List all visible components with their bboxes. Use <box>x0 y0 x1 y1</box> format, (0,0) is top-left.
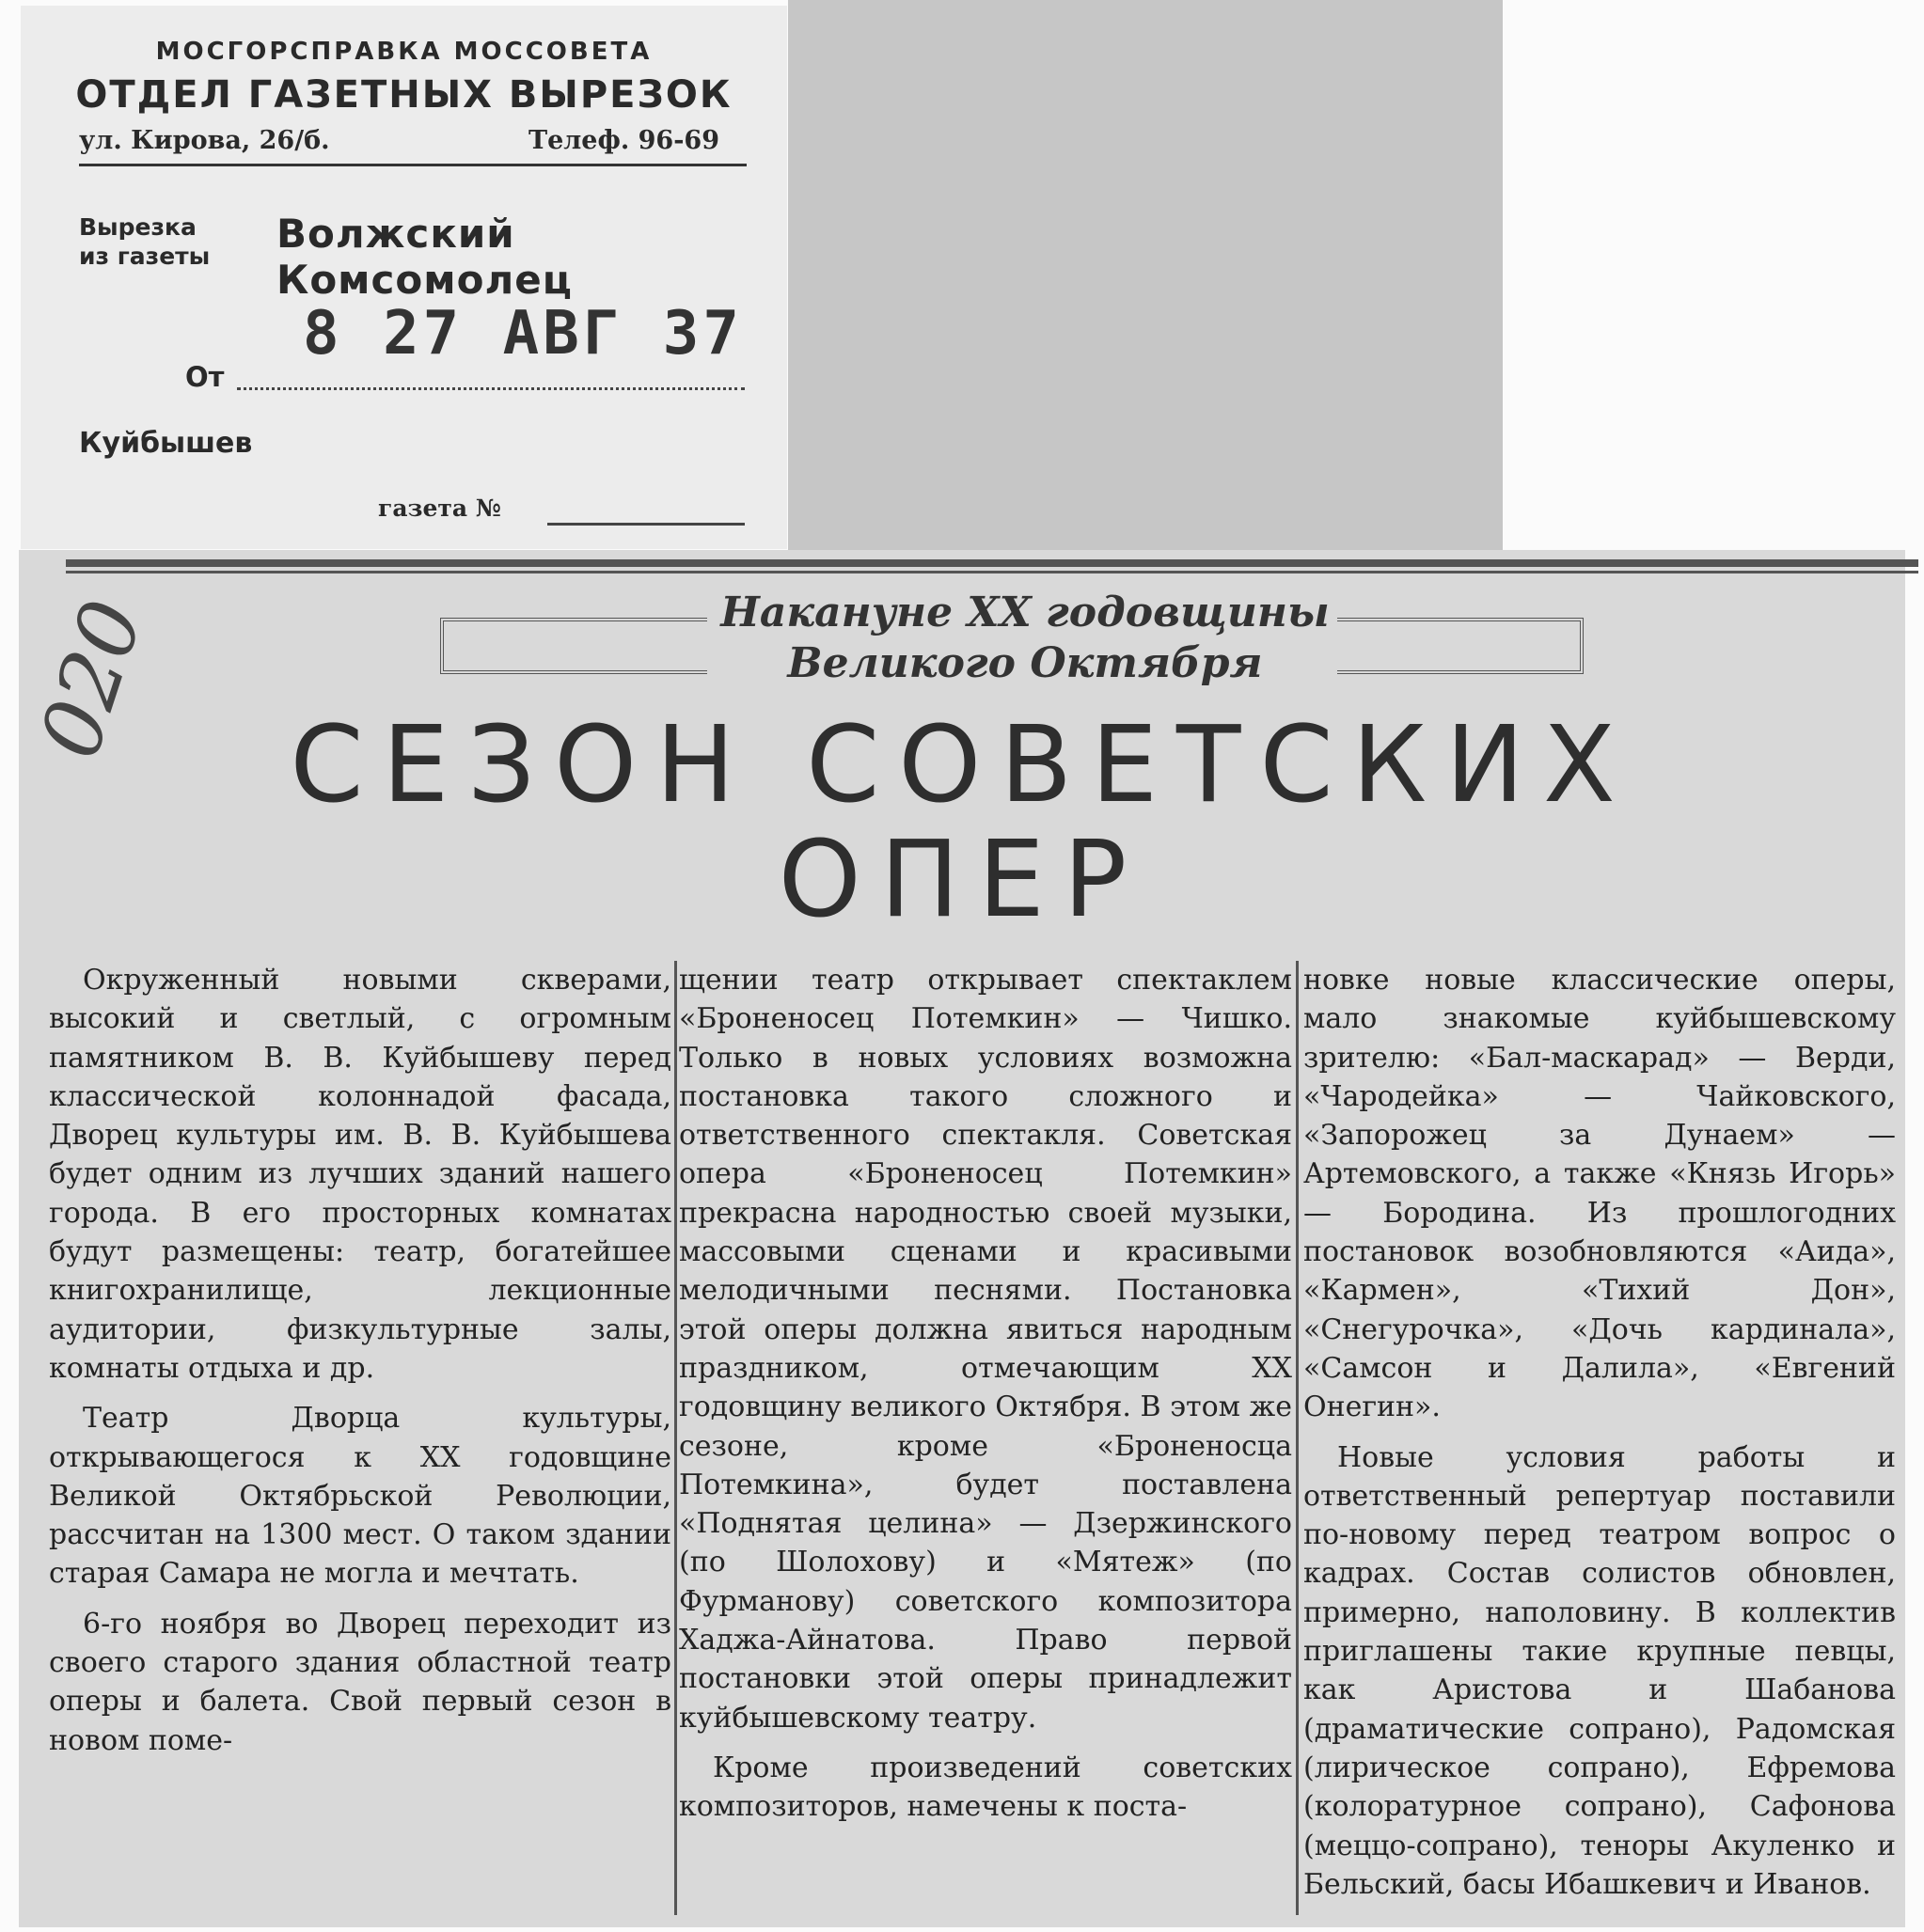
column-2-paragraph-1: щении театр открывает спектаклем «Броненосец Потемкин» — Чишко. Только в новых условиях возможна постановка такого сложного и ответственного спектакля. Советская опера «Броненосец Потемкин» прекрасна народностью своей музыки, массовыми сценами и красивыми мелодичными песнями. Постановка этой оперы должна явиться народным праздником, отмечающим XX годовщину великого Октября. В этом же сезоне, кроме «Броненосца Потемкина», будет поставлена «Поднятая целина» — Дзержинского (по Шолохову) и «Мятеж» (по Фурманову) советского композитора Хаджа-Айнатова. Право первой постановки этой оперы принадлежит куйбышевскому театру. <box>679 964 1292 1735</box>
top-rule-thick <box>66 559 1918 567</box>
stamp-address: ул. Кирова, 26/б. <box>79 126 330 155</box>
stamp-issue-label: газета № <box>378 495 501 522</box>
pencil-note: 020 <box>21 589 162 770</box>
article-column-2 <box>679 961 1292 1827</box>
stamp-department: ОТДЕЛ ГАЗЕТНЫХ ВЫРЕЗОК <box>75 73 733 117</box>
stamp-date-line <box>237 387 745 390</box>
scan-background-panel <box>788 0 1503 564</box>
headline-line-2: ОПЕР <box>778 819 1146 941</box>
stamp-rule <box>79 164 747 166</box>
column-1-paragraph-2: Театр Дворца культуры, открывающегося к XX годовщине Великой Октябрьской Революции, рассчитан на 1300 мест. О таком здании старая Самара не могла и мечтать. <box>49 1402 671 1591</box>
clipping-bureau-stamp <box>21 6 787 549</box>
article-column-1 <box>49 961 671 1760</box>
stamp-newspaper-name: Волжский Комсомолец <box>276 211 573 303</box>
column-2-paragraph-2: Кроме произведений советских композиторов, намечены к поста- <box>679 1751 1292 1824</box>
article-column-3 <box>1303 961 1896 1904</box>
stamp-organization: МОСГОРСПРАВКА МОССОВЕТА <box>155 38 653 66</box>
article-kicker <box>658 588 1392 689</box>
kicker-line-1: Накануне XX годовщины <box>720 589 1330 636</box>
stamp-from-label: От <box>185 361 225 393</box>
stamp-phone: Телеф. 96-69 <box>528 126 719 155</box>
top-rule-thin <box>66 571 1918 573</box>
column-divider-1 <box>674 961 677 1915</box>
column-1-paragraph-3: 6-го ноября во Дворец переходит из своего старого здания областной театр оперы и балета. Свой первый сезон в новом поме- <box>49 1607 671 1757</box>
stamp-clip-label-1: Вырезка <box>79 213 197 241</box>
headline-line-1: СЕЗОН СОВЕТСКИХ <box>290 704 1634 826</box>
column-1-paragraph-1: Окруженный новыми скверами, высокий и светлый, с огромным памятником В. В. Куйбышеву перед классической колоннадой фасада, Дворец культуры им. В. В. Куйбышева будет одним из лучших зданий нашего города. В его просторных комнатах будут размещены: театр, богатейшее книгохранилище, лекционные аудитории, физкультурные залы, комнаты отдыха и др. <box>49 964 671 1385</box>
stamp-date: 8 27 АВГ 37 <box>303 299 743 369</box>
newspaper-clipping <box>19 550 1905 1927</box>
stamp-clip-label-2: из газеты <box>79 243 211 270</box>
column-3-paragraph-1: новке новые классические оперы, мало знакомые куйбышевскому зрителю: «Бал-маскарад» — Верди, «Чародейка» — Чайковского, «Запорожец за Дунаем» — Артемовского, а также «Князь Игорь» — Бородина. Из прошлогодних постановок возобновляются «Аида», «Кармен», «Тихий Дон», «Снегурочка», «Дочь кардинала», «Самсон и Далила», «Евгений Онегин». <box>1303 964 1896 1424</box>
stamp-city: Куйбышев <box>79 427 253 460</box>
column-3-paragraph-2: Новые условия работы и ответственный репертуар поставили по-новому перед театром вопрос о кадрах. Состав солистов обновлен, примерно, наполовину. В коллектив приглашены такие крупные певцы, как Аристова и Шабанова (драматические сопрано), Радомская (лирическое сопрано), Ефремова (колоратурное сопрано), Сафонова (меццо-сопрано), теноры Акуленко и Бельский, басы Ибашкевич и Иванов. <box>1303 1440 1896 1901</box>
article-headline <box>19 704 1905 941</box>
kicker-line-2: Великого Октября <box>787 639 1263 687</box>
column-divider-2 <box>1296 961 1299 1915</box>
stamp-issue-line <box>547 523 745 526</box>
